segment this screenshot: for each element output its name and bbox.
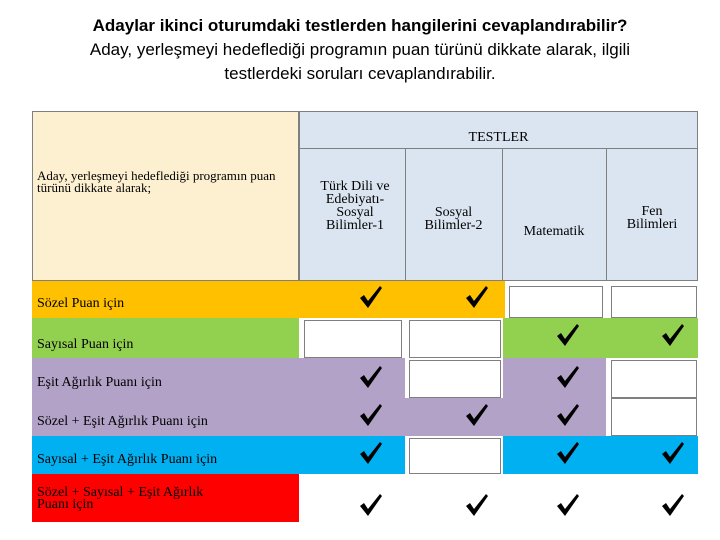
intro-text: Aday, yerleşmeyi hedeflediği programın puan türünü dikkate alarak; [37, 168, 276, 195]
checkmark-icon [358, 284, 384, 310]
column-header-line: Fen [641, 204, 663, 219]
checkmark-icon [660, 322, 686, 348]
row-label: Eşit Ağırlık Puanı için [37, 375, 162, 390]
check-zone-esit [299, 358, 405, 436]
column-header-line: Türk Dili ve [320, 179, 390, 194]
check-zone-sayisal-esit [299, 436, 405, 474]
empty-cell [611, 360, 697, 398]
empty-cell [304, 320, 402, 358]
checkmark-icon [358, 364, 384, 390]
row-label: Sayısal Puan için [37, 337, 134, 352]
row-label-line: Sözel + Sayısal + Eşit Ağırlık [37, 485, 204, 500]
checkmark-icon [660, 492, 686, 518]
heading-line-2: Aday, yerleşmeyi hedeflediği programın puan türünü dikkate alarak, ilgili [89, 40, 631, 59]
empty-cell [611, 286, 697, 318]
empty-cell [409, 360, 501, 398]
column-header-line: Bilimler-1 [325, 218, 385, 233]
checkmark-icon [555, 492, 581, 518]
checkmark-icon [358, 440, 384, 466]
checkmark-icon [358, 402, 384, 428]
column-header-line: Bilimleri [626, 217, 678, 232]
row-label [37, 487, 203, 511]
empty-cell [409, 320, 501, 358]
column-header-line: Bilimler-2 [424, 218, 483, 233]
checkmark-icon [555, 402, 581, 428]
column-header-line: Matematik [523, 224, 585, 239]
row-label: Sözel + Eşit Ağırlık Puanı için [37, 414, 208, 429]
column-divider [502, 148, 503, 281]
tests-group-header: TESTLER [468, 130, 529, 145]
column-header-matematik [502, 225, 606, 238]
checkmark-icon [358, 492, 384, 518]
empty-cell [509, 286, 603, 318]
heading-line-3: testlerdeki soruları cevaplandırabilir. [224, 64, 496, 83]
intro-cell [32, 111, 299, 281]
column-header-fen-bilimleri [606, 205, 698, 231]
row-label: Sözel Puan için [37, 296, 125, 311]
checkmark-icon [660, 440, 686, 466]
column-header-line: Edebiyatı- [325, 192, 385, 207]
empty-cell [611, 398, 697, 436]
checkmark-icon [464, 284, 490, 310]
checkmark-icon [464, 402, 490, 428]
column-header-line: Sosyal [434, 205, 473, 220]
checkmark-icon [555, 440, 581, 466]
checkmark-icon [464, 492, 490, 518]
checkmark-icon [555, 322, 581, 348]
column-header-turk-dili [305, 180, 405, 232]
row-label-line: Puanı için [37, 497, 94, 512]
checkmark-icon [555, 364, 581, 390]
row-label: Sayısal + Eşit Ağırlık Puanı için [37, 452, 218, 467]
tests-subheader-line [299, 148, 698, 149]
column-header-line: Sosyal [336, 205, 374, 220]
column-header-sosyal-bilimler-2 [405, 206, 502, 232]
empty-cell [409, 438, 501, 474]
heading-question: Adaylar ikinci oturumdaki testlerden hangilerini cevaplandırabilir? [92, 16, 628, 35]
